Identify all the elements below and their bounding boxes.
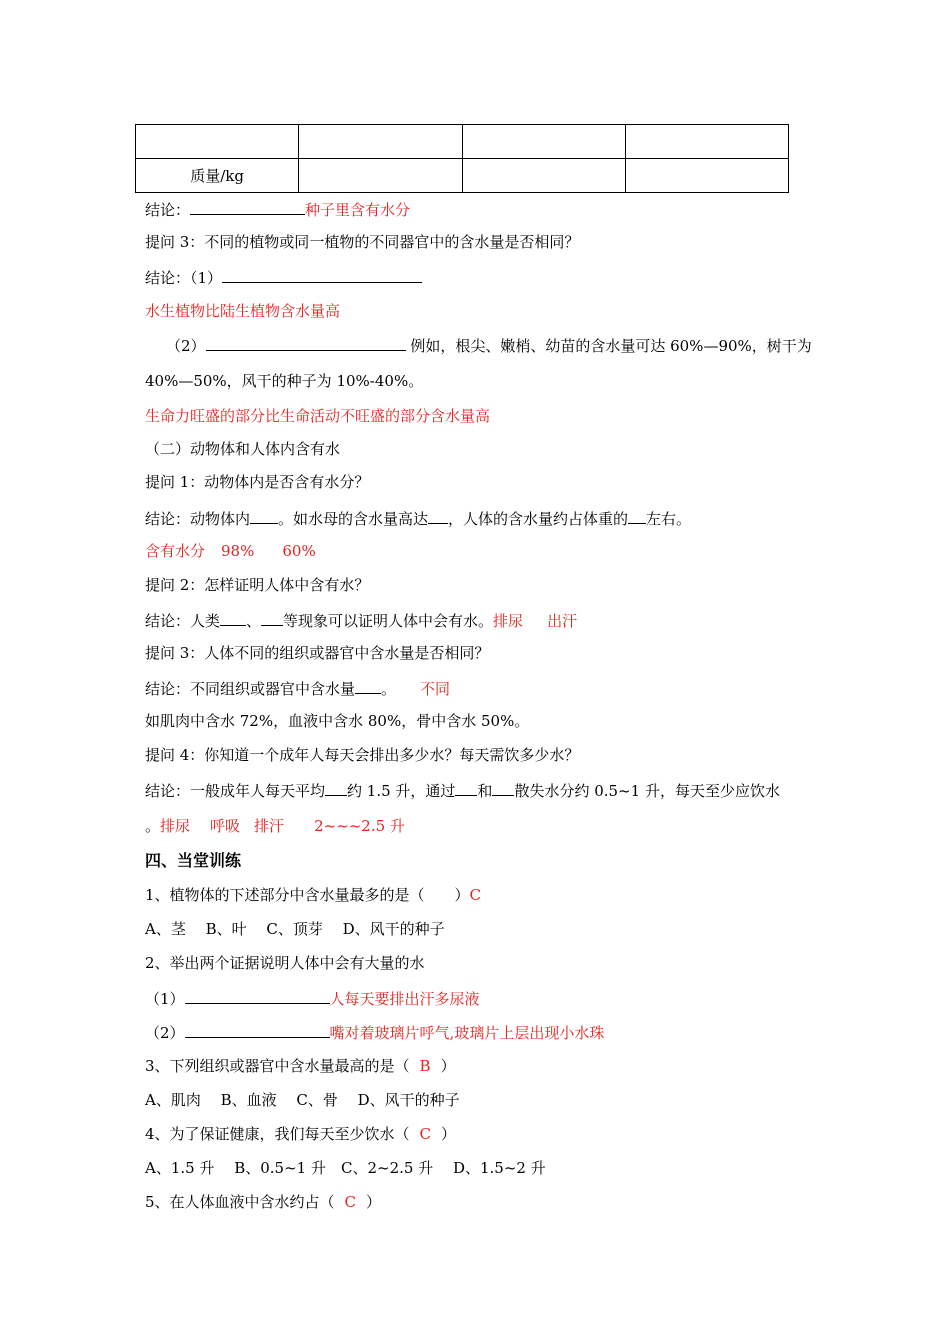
text-segment: 散失水分约 0.5~1 升，每天至少应饮水 [514,782,780,800]
text-segment: 结论：一般成年人每天平均 [145,782,326,800]
text-segment: 。 [381,680,397,698]
exercise-subitem [145,987,480,1009]
answer-text: 排尿 [160,817,191,835]
conclusion-line [145,507,691,529]
text-segment: 、 [246,612,262,630]
answer-text: 不同 [420,680,451,698]
conclusion-line [145,266,422,288]
answer-blank [185,1021,330,1038]
text-segment: 等现象可以证明人体中会有水。 [283,612,494,630]
table-cell [625,159,788,193]
text-segment: 1、植物体的下述部分中含水量最多的是（ ） [145,886,470,904]
table-cell [299,125,462,159]
item-label: （2） [166,337,206,355]
answer-text: 生命力旺盛的部分比生命活动不旺盛的部分含水量高 [145,407,491,425]
answer-blank [355,677,381,694]
text-segment: ） [366,1193,382,1211]
text-segment: 结论：动物体内 [145,510,251,528]
text-segment: ） [440,1057,456,1075]
answer-line [145,816,405,836]
item-label: （2） [145,1024,185,1042]
table-cell [462,159,625,193]
answer-text: 出汗 [547,612,578,630]
table-cell [625,125,788,159]
text-segment: 3、下列组织或器官中含水量最高的是（ [145,1057,410,1075]
conclusion-line [145,198,410,220]
text-segment: 4、为了保证健康，我们每天至少饮水（ [145,1125,410,1143]
answer-text: 人每天要排出汗多尿液 [329,990,480,1008]
answer-blank [492,779,514,796]
exercise-question [145,1124,456,1144]
answer-text: 水生植物比陆生植物含水量高 [145,302,341,320]
exercise-options: A、肌肉 B、血液 C、骨 D、风干的种子 [145,1091,460,1109]
paragraph-line [166,334,812,356]
text-segment: ，人体的含水量约占体重的 [448,510,629,528]
answer-text: 排汗 [254,817,285,835]
answer-blank [190,198,305,215]
table-cell [462,125,625,159]
answer-blank [220,609,246,626]
text-segment: 5、在人体血液中含水约占（ [145,1193,335,1211]
conclusion-line [145,779,780,801]
paragraph-line: 40%—50%，风干的种子为 10%-40%。 [145,372,424,390]
exercise-question [145,1056,456,1076]
answer-blank [250,507,278,524]
conclusion-label: 结论： [145,201,191,219]
answer-blank [185,987,330,1004]
text-segment: 和 [477,782,493,800]
answer-text: 98% [221,542,255,560]
section-heading: （二）动物体和人体内含有水 [145,440,341,458]
exercise-question: 2、举出两个证据说明人体中会有大量的水 [145,954,425,972]
answer-blank [206,334,406,351]
answer-text: C [344,1193,357,1211]
table-row [136,125,789,159]
text-segment: 约 1.5 升，通过 [347,782,456,800]
table-row [136,159,789,193]
table-row-label: 质量/kg [136,159,299,193]
exercise-question [145,885,481,905]
conclusion-label: 结论：（1） [145,269,223,287]
answer-text: 嘴对着玻璃片呼气,玻璃片上层出现小水珠 [329,1024,605,1042]
answer-blank [428,507,448,524]
question-line: 提问 1：动物体内是否含有水分？ [145,473,370,491]
exercise-options: A、1.5 升 B、0.5~1 升 C、2~2.5 升 D、1.5~2 升 [145,1159,546,1177]
conclusion-line [145,677,450,699]
answer-blank [455,779,477,796]
answer-text: 呼吸 [210,817,241,835]
answer-text: 含有水分 [145,542,206,560]
answer-text: C [469,886,482,904]
section-heading: 四、当堂训练 [145,851,242,870]
text-segment: 左右。 [646,510,692,528]
conclusion-line [145,609,577,631]
exercise-options: A、茎 B、叶 C、顶芽 D、风干的种子 [145,920,445,938]
answer-text: B [419,1057,431,1075]
exercise-question [145,1192,381,1212]
text-segment: 结论：不同组织或器官中含水量 [145,680,356,698]
answer-line [145,541,316,561]
answer-blank [628,507,646,524]
data-table [135,124,789,193]
exercise-subitem [145,1021,604,1043]
item-label: （1） [145,990,185,1008]
question-line: 提问 3：不同的植物或同一植物的不同器官中的含水量是否相同？ [145,233,580,251]
answer-blank [325,779,347,796]
question-line: 提问 3：人体不同的组织或器官中含水量是否相同？ [145,644,490,662]
table-cell [299,159,462,193]
text-segment: 。 [145,817,161,835]
answer-blank [261,609,283,626]
text-segment: 结论：人类 [145,612,221,630]
question-line: 提问 2：怎样证明人体中含有水？ [145,576,370,594]
answer-text: 60% [282,542,316,560]
answer-blank [222,266,422,283]
answer-text: 种子里含有水分 [305,201,411,219]
paragraph-text: 例如，根尖、嫩梢、幼苗的含水量可达 60%—90%，树干为 [410,337,812,355]
answer-text: 排尿 [493,612,524,630]
answer-text: 2~~~2.5 升 [314,817,405,835]
table-cell [136,125,299,159]
question-line: 提问 4：你知道一个成年人每天会排出多少水？每天需饮多少水？ [145,746,580,764]
paragraph-line: 如肌肉中含水 72%，血液中含水 80%，骨中含水 50%。 [145,712,530,730]
text-segment: 。如水母的含水量高达 [278,510,429,528]
text-segment: ） [441,1125,457,1143]
answer-text: C [419,1125,432,1143]
